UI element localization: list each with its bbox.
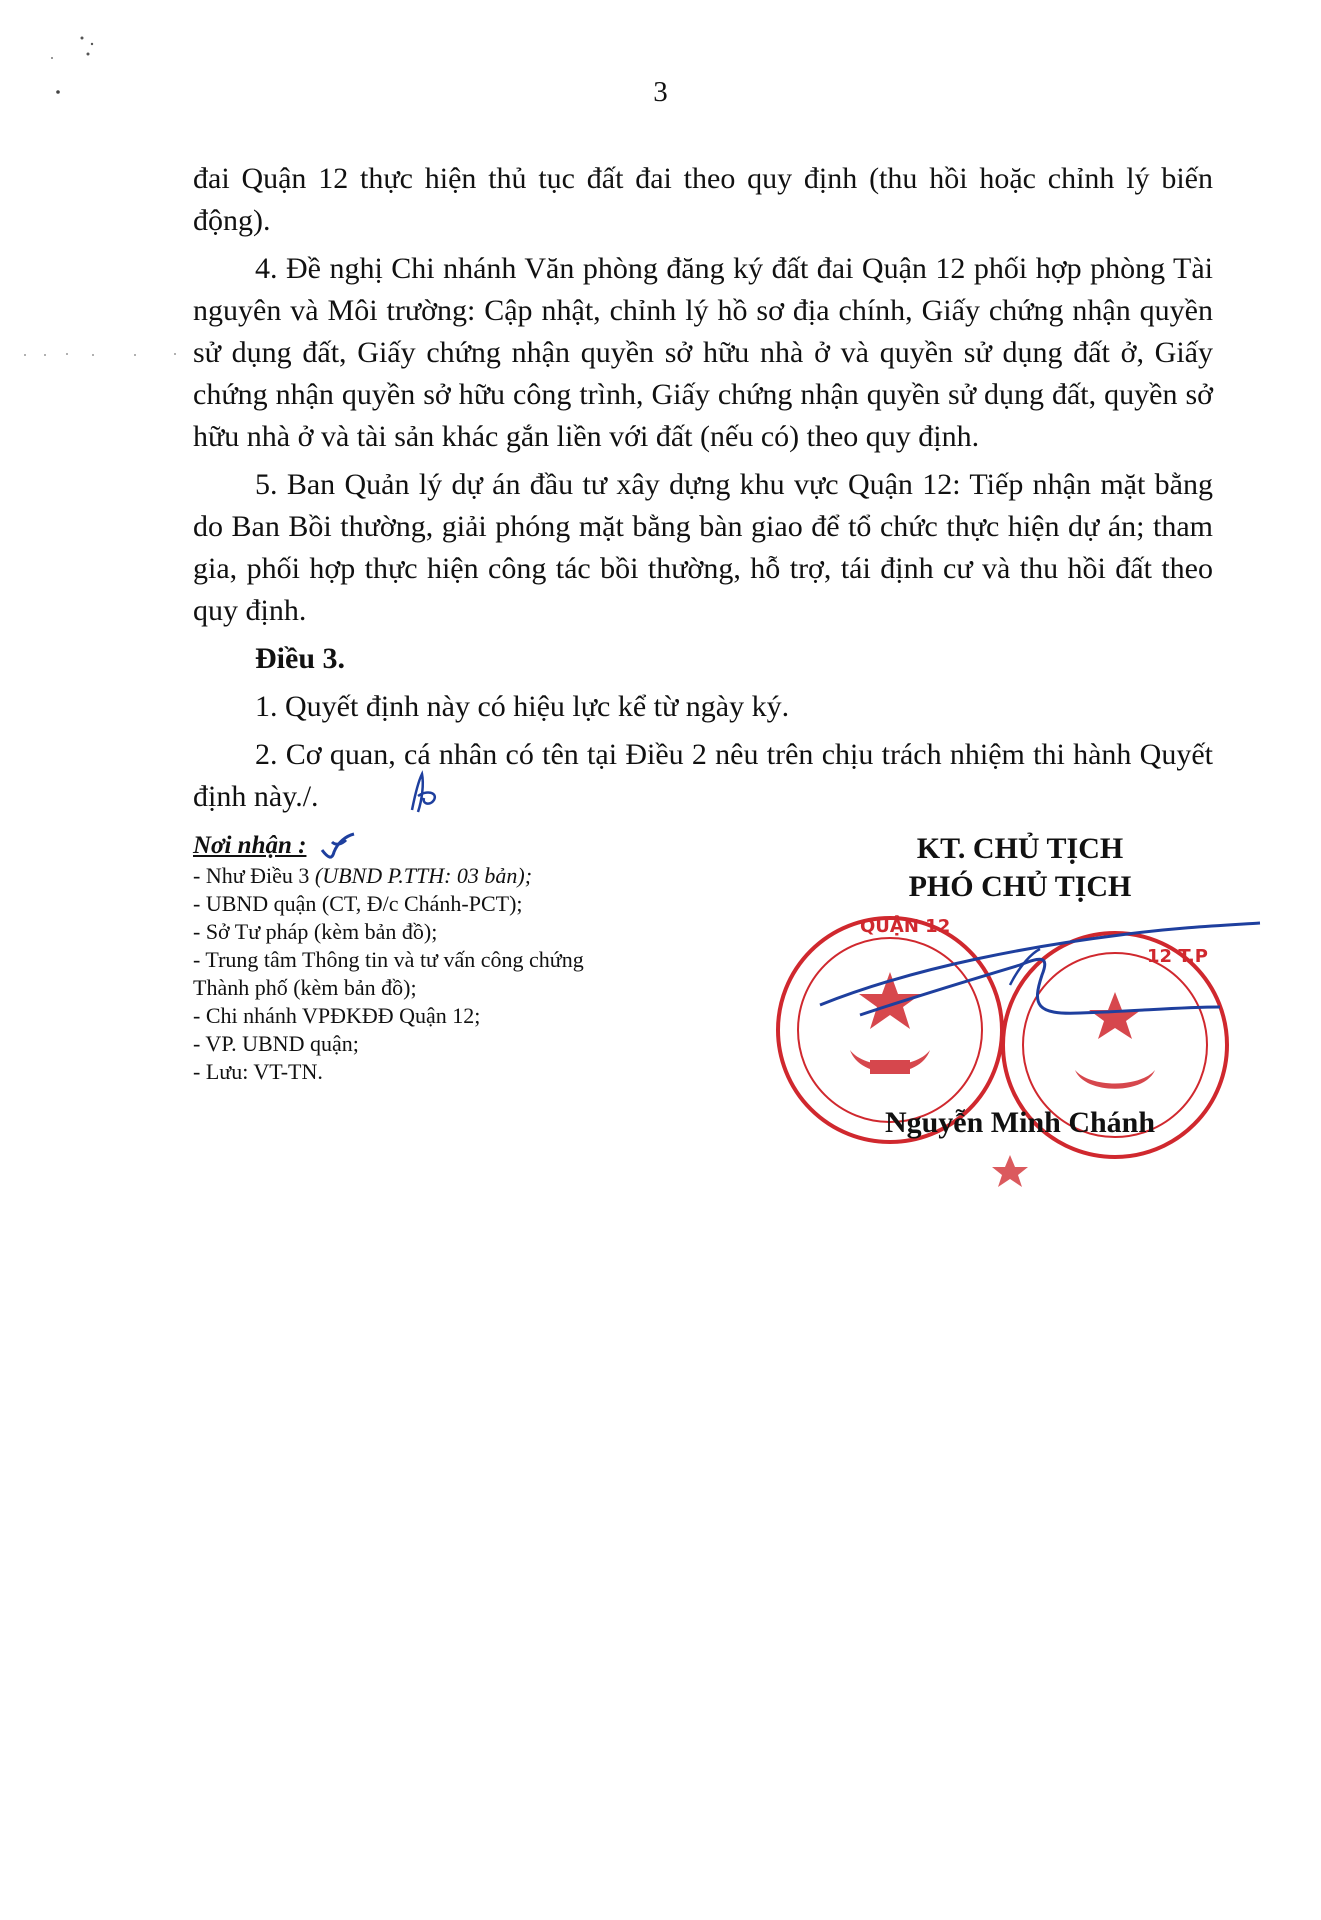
paragraph-item-5: 5. Ban Quản lý dự án đầu tư xây dựng khu vực Quận 12: Tiếp nhận mặt bằng do Ban Bồi thường, giải phóng mặt bằng bàn giao để tổ chức thực hiện dự án; tham gia, phối hợp thực hiện công tác bồi thường, hỗ trợ, tái định cư và thu hồi đất theo quy định. <box>193 468 1213 627</box>
document-body <box>193 158 1213 824</box>
article-3-heading: Điều 3. <box>255 642 345 675</box>
signer-name: Nguyễn Minh Chánh <box>884 1106 1156 1139</box>
recipient-item-note: (UBND P.TTH: 03 bản); <box>314 863 533 888</box>
recipients-block <box>193 832 593 1086</box>
article-3-item-1: 1. Quyết định này có hiệu lực kể từ ngày ký. <box>255 690 790 723</box>
recipient-item: - VP. UBND quận; <box>193 1031 359 1056</box>
paragraph-continuation: đai Quận 12 thực hiện thủ tục đất đai theo quy định (thu hồi hoặc chỉnh lý biến động). <box>193 162 1213 237</box>
recipient-item: - Như Điều 3 <box>193 863 310 888</box>
recipient-item: - Chi nhánh VPĐKĐĐ Quận 12; <box>193 1003 481 1028</box>
svg-text:QUẬN 12: QUẬN 12 <box>860 916 951 937</box>
recipient-item: - Lưu: VT-TN. <box>193 1059 323 1084</box>
recipient-tick-mark <box>318 832 358 864</box>
handwritten-signature <box>800 895 1270 1075</box>
signature-title-line1: KT. CHỦ TỊCH <box>916 832 1124 865</box>
recipient-item: - Trung tâm Thông tin và tư vấn công chứng Thành phố (kèm bản đồ); <box>193 947 584 1000</box>
paragraph-item-4: 4. Đề nghị Chi nhánh Văn phòng đăng ký đất đai Quận 12 phối hợp phòng Tài nguyên và Môi trường: Cập nhật, chỉnh lý hồ sơ địa chính, Giấy chứng nhận quyền sử dụng đất, Giấy chứng nhận quyền sở hữu nhà ở và quyền sử dụng đất ở, Giấy chứng nhận quyền sở hữu công trình, Giấy chứng nhận quyền sử dụng đất, quyền sở hữu nhà ở và tài sản khác gắn liền với đất (nếu có) theo quy định. <box>193 252 1213 453</box>
signature-title-line2: PHÓ CHỦ TỊCH <box>908 870 1132 903</box>
initial-mark <box>408 770 442 816</box>
page-number: 3 <box>653 76 668 108</box>
recipient-item: - UBND quận (CT, Đ/c Chánh-PCT); <box>193 891 523 916</box>
margin-speck-marks <box>15 345 195 365</box>
recipients-title: Nơi nhận : <box>193 832 307 859</box>
svg-text:12 T.P: 12 T.P <box>1147 946 1208 967</box>
recipient-item: - Sở Tư pháp (kèm bản đồ); <box>193 919 438 944</box>
article-3-item-2: 2. Cơ quan, cá nhân có tên tại Điều 2 nêu trên chịu trách nhiệm thi hành Quyết định này./. <box>193 738 1213 813</box>
